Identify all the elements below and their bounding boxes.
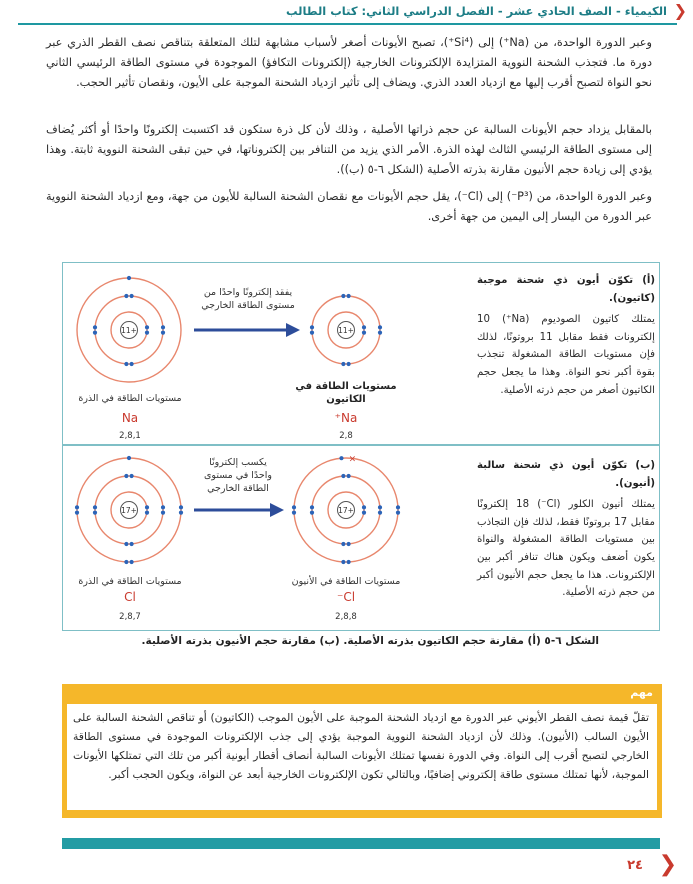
figure-b-text — [477, 457, 655, 602]
figure-a-text — [477, 272, 655, 399]
shell-3-electron — [339, 456, 343, 460]
sodium-cation — [310, 294, 382, 366]
ion-caption-line1: مستويات الطاقة في — [295, 381, 397, 392]
header-rule — [18, 23, 677, 25]
shell-2-electron — [93, 331, 97, 335]
nucleus-label: +17 — [121, 506, 137, 515]
footer-bar — [62, 838, 660, 849]
shell-2-electron — [93, 505, 97, 509]
shell-2-electron — [347, 542, 351, 546]
nucleus-label: +17 — [338, 506, 354, 515]
shell-2-electron — [130, 362, 134, 366]
shell-2-electron — [130, 474, 134, 478]
shell-2-electron — [130, 542, 134, 546]
shell-2-electron — [93, 511, 97, 515]
shell-2-electron — [310, 511, 314, 515]
shell-2-electron — [341, 474, 345, 478]
ion-caption-line2: الكاتيون — [326, 394, 366, 405]
paragraph-2: بالمقابل يزداد حجم الأيونات السالبة عن حجم ذراتها الأصلية ، وذلك لأن كل ذرة ستكون قد اكتسبت إلكترونًا واحدًا أو أكثر يُضاف إلى مستوى الطاقة الرئيسي الثالث لهذه الذرة. الأمر الذي يزيد من التنافر بين إلكتروناتها، في حين تبقى الشحنة النووية ثابتة. وهذا يؤدي إلى زيادة حجم الأنيون مقارنة بذرته الأصلية (الشكل ٦-٥ (ب)). — [46, 123, 652, 176]
valence-electron — [127, 276, 131, 280]
shell-1-electron — [145, 325, 149, 329]
nucleus-label: +11 — [338, 326, 354, 335]
shell-2-electron — [124, 474, 128, 478]
ion-config: 2,8,8 — [335, 612, 357, 622]
chlorine-atom — [75, 456, 183, 564]
shell-3-electron — [75, 511, 79, 515]
atom-symbol: Na — [121, 411, 139, 425]
shell-3-electron — [75, 505, 79, 509]
arrow-label-line1: يكسب إلكترونًا — [209, 457, 267, 468]
chevron-left-icon[interactable]: ❮ — [658, 852, 677, 877]
shell-3-electron — [127, 456, 131, 460]
figure-a-title: (أ) تكوّن أيون ذي شحنة موجبة (كاتيون). — [477, 275, 655, 304]
shell-2-electron — [124, 294, 128, 298]
shell-2-electron — [378, 505, 382, 509]
header-title: الكيمياء - الصف الحادي عشر - الفصل الدراسي الثاني: كتاب الطالب — [285, 4, 667, 18]
ion-symbol: Na⁺ — [334, 411, 358, 425]
shell-2-electron — [161, 331, 165, 335]
shell-3-electron — [179, 505, 183, 509]
shell-2-electron — [347, 294, 351, 298]
chlorine-ion-diagram — [62, 445, 460, 627]
shell-3-electron — [292, 511, 296, 515]
shell-2-electron — [161, 505, 165, 509]
shell-3-electron — [292, 505, 296, 509]
arrow-icon — [194, 503, 284, 517]
shell-1-electron — [362, 505, 366, 509]
important-note-title: مهم — [630, 686, 653, 699]
shell-1-electron — [362, 511, 366, 515]
figure-a-diagram — [62, 262, 460, 444]
figure-caption: الشكل ٦-٥ (أ) مقارنة حجم الكاتيون بذرته الأصلية. (ب) مقارنة حجم الأنيون بذرته الأصلية. — [141, 635, 599, 647]
atom-config: 2,8,7 — [119, 612, 141, 622]
important-note-box — [62, 684, 662, 818]
figure-b-body: يمتلك أنيون الكلور (Cl⁻) 18 إلكترونًا مقابل 17 بروتونًا فقط، لذلك فإن التجاذب بين مستويات الطاقة المشغولة والنواة يكون أضعف ويكون هناك تنافر أكبر بين الإلكترونات. هذا ما يجعل حجم الأنيون أكبر من حجم ذرته الأصلية. — [477, 499, 656, 599]
shell-2-electron — [161, 325, 165, 329]
shell-2-electron — [378, 331, 382, 335]
shell-3-electron — [347, 560, 351, 564]
atom-config: 2,8,1 — [119, 431, 141, 441]
shell-2-electron — [341, 542, 345, 546]
gained-electron-marker: × — [348, 454, 357, 465]
ion-symbol: Cl⁻ — [336, 590, 356, 604]
shell-2-electron — [93, 325, 97, 329]
chevron-right-icon[interactable]: ❮ — [673, 1, 687, 20]
important-note-body — [67, 704, 657, 810]
sodium-atom — [77, 276, 181, 382]
important-note-text: تقلّ قيمة نصف القطر الأيوني عبر الدورة مع ازدياد الشحنة الموجبة على الأيون الموجب (الكاتيون) أو تناقص الشحنة السالبة على الأيون السالب (الأنيون). وذلك لأن ازدياد الشحنة النووية الموجبة يؤدي إلى جذب الإلكترونات الموجودة في مستوى الطاقة الخارجي لتصبح أقرب إلى النواة. وفي الدورة نفسها تمتلك الأيونات السالبة أنصاف أقطار أيونية أكبر من تلك التي تمتلكها الأيونات الموجبة، لأنها تمتلك مستوى طاقة إلكتروني إضافيًا، وبالتالي تكون الإلكترونات الخارجية أبعد عن النواة، ويكون الحجب أكبر. — [73, 711, 649, 781]
shell-2-electron — [130, 294, 134, 298]
shell-1-electron — [362, 325, 366, 329]
paragraph-1: وعبر الدورة الواحدة، من (Na⁺) إلى (Si⁴⁺)، تصبح الأيونات أصغر لأسباب مشابهة لتلك المتعلقة بتناقص نصف القطر الذري عبر دورة ما. فتجذب الشحنة النووية المتزايدة الإلكترونات الخارجية (إلكترونات التكافؤ) الموجودة في مستوى الطاقة الرئيسي الثاني نحو النواة لتصبح أقرب إليها مع ازدياد العدد الذري. ويضاف إلى تأثير ازدياد الشحنة الموجبة على الأيون، ونقصان تأثير الحجب. — [46, 36, 652, 89]
nucleus-label: +11 — [121, 326, 137, 335]
arrow-label-line3: الطاقة الخارجي — [207, 483, 269, 494]
shell-2-electron — [378, 325, 382, 329]
sodium-ion-diagram — [62, 262, 460, 444]
paragraph-3: وعبر الدورة الواحدة، من (P³⁻) إلى (Cl⁻)، يقل حجم الأيونات مع نقصان الشحنة السالبة للأيون من جهة، ومع ازدياد الشحنة النووية عبر الدورة من اليسار إلى اليمين من جهة أخرى. — [46, 190, 652, 223]
shell-2-electron — [347, 362, 351, 366]
arrow-icon — [194, 323, 300, 337]
shell-3-electron — [341, 560, 345, 564]
shell-2-electron — [310, 505, 314, 509]
shell-2-electron — [341, 362, 345, 366]
shell-2-electron — [341, 294, 345, 298]
shell-2-electron — [347, 474, 351, 478]
atom-caption: مستويات الطاقة في الذرة — [78, 393, 182, 404]
shell-2-electron — [310, 325, 314, 329]
figure-b-title: (ب) تكوّن أيون ذي شحنة سالبة (أنيون). — [477, 460, 655, 489]
atom-caption: مستويات الطاقة في الذرة — [78, 576, 182, 587]
shell-2-electron — [124, 542, 128, 546]
shell-3-electron — [179, 511, 183, 515]
page-header — [0, 0, 693, 24]
shell-3-electron — [396, 505, 400, 509]
shell-3-electron — [130, 560, 134, 564]
arrow-label-line1: يفقد إلكترونًا واحدًا من — [203, 287, 293, 298]
shell-3-electron — [396, 511, 400, 515]
figure-a-body: يمتلك كاتيون الصوديوم (Na⁺) 10 إلكترونات فقط مقابل 11 بروتونًا، لذلك فإن مستويات الطاقة المشغولة تنجذب بقوة أكبر نحو النواة. وهذا ما يجعل حجم الكاتيون أصغر من حجم ذرته الأصلية. — [477, 314, 656, 396]
shell-3-electron — [124, 560, 128, 564]
ion-config: 2,8 — [339, 431, 353, 441]
chloride-anion — [292, 454, 400, 564]
ion-caption: مستويات الطاقة في الأنيون — [291, 576, 401, 587]
page-number: ٢٤ — [627, 858, 643, 873]
shell-1-electron — [145, 511, 149, 515]
arrow-label-line2: واحدًا في مستوى — [204, 470, 272, 481]
arrow-label-line2: مستوى الطاقة الخارجي — [201, 300, 295, 311]
shell-1-electron — [362, 331, 366, 335]
shell-2-electron — [161, 511, 165, 515]
shell-1-electron — [145, 331, 149, 335]
figure-b-diagram — [62, 445, 460, 627]
shell-2-electron — [378, 511, 382, 515]
shell-1-electron — [145, 505, 149, 509]
shell-2-electron — [124, 362, 128, 366]
atom-symbol: Cl — [124, 590, 136, 604]
shell-2-electron — [310, 331, 314, 335]
